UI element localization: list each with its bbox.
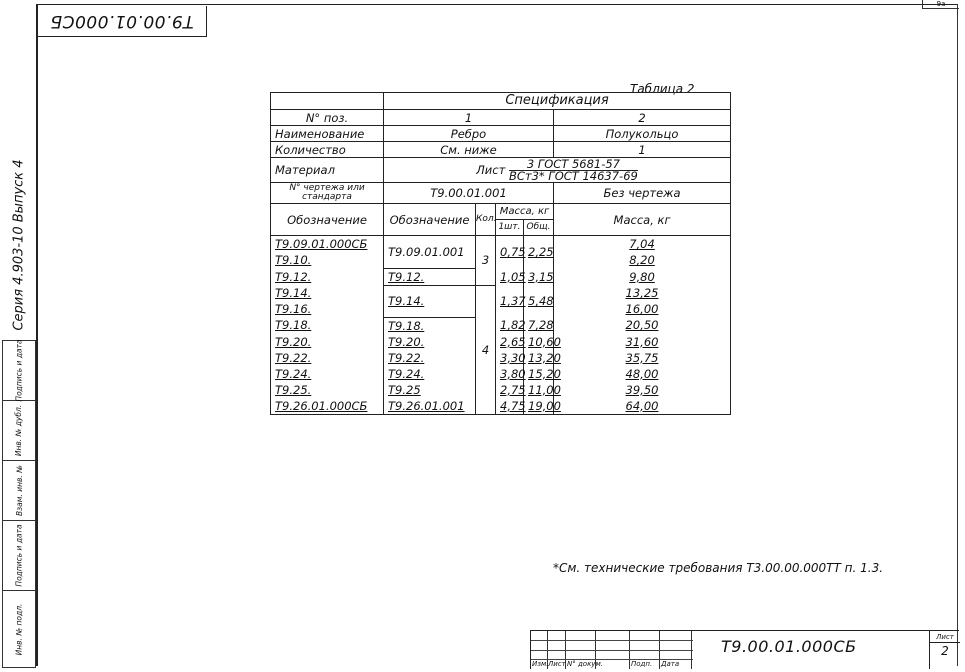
specification-table: [270, 92, 731, 415]
series-label: Серия 4.903-10 Выпуск 4: [11, 159, 27, 331]
row-position: N° поз. 1 2: [271, 110, 731, 126]
table-row: Т9.26.01.000СБ Т9.26.01.001 4,75 19,00 64,00: [271, 398, 731, 415]
sheet-label: Лист: [930, 632, 960, 643]
table-row: Т9.14. Т9.14. 4 1,37 5,48 13,25: [271, 285, 731, 301]
strip-cell: Инв. № подл.: [14, 603, 24, 656]
table-row: Т9.20. Т9.20. 2,65 10,60 31,60: [271, 334, 731, 350]
spec-title-row: [271, 93, 731, 110]
row-quantity: Количество См. ниже 1: [271, 142, 731, 158]
material-fraction: $\frac{\text{3 ГОСТ 5681-57}}{\text{ВСт3* ГОСТ 14637-69}}$: [508, 156, 638, 183]
table-row: Т9.25. Т9.25 2,75 11,00 39,50: [271, 382, 731, 398]
row-material: Материал Лист $\frac{\text{3 ГОСТ 5681-57}}{\text{ВСт3* ГОСТ 14637-69}}$: [271, 158, 731, 183]
top-stamp: [38, 6, 207, 37]
left-signature-strip: [2, 340, 36, 668]
table-caption: Таблица 2: [630, 82, 695, 96]
table-row: Т9.16. 16,00: [271, 301, 731, 317]
row-name: Наименование Ребро Полукольцо: [271, 126, 731, 142]
document-designation: Т9.00.01.000СБ: [721, 637, 857, 656]
row-column-headers: Обозначение Обозначение Кол. Масса, кг Масса, кг: [271, 204, 731, 220]
strip-cell: Подпись и дата: [3, 341, 35, 401]
table-row: Т9.22. Т9.22. 3,30 13,20 35,75: [271, 350, 731, 366]
table-row: Т9.12. Т9.12. 1,05 3,15 9,80: [271, 268, 731, 285]
strip-cell: Подпись и дата: [3, 521, 35, 591]
sheet-number-box: [929, 631, 960, 669]
row-drawing: N° чертежа или стандарта Т9.00.01.001 Без чертежа: [271, 183, 731, 204]
table-row: Т9.09.01.000СБ Т9.09.01.001 3 0,75 2,25 7,04: [271, 236, 731, 253]
technical-note: *См. технические требования Т3.00.00.000ТТ п. 1.3.: [553, 561, 884, 575]
row-subheaders: 1шт. Общ.: [271, 220, 731, 236]
table-row: Т9.18. Т9.18. 1,82 7,28 20,50: [271, 317, 731, 334]
strip-cell: Взам. инв. №: [3, 461, 35, 521]
corner-sheet-label: 9а: [922, 0, 959, 9]
title-block: Изм. Лист N° докум. Подп. Дата Т9.00.01.000СБ Лист 2: [530, 630, 959, 669]
table-row: Т9.10. 8,20: [271, 252, 731, 268]
strip-cell: Инв. № дубл.: [3, 401, 35, 461]
table-row: Т9.24. Т9.24. 3,80 15,20 48,00: [271, 366, 731, 382]
spec-title: Спецификация: [384, 93, 731, 110]
sheet-number: 2: [941, 644, 949, 658]
top-stamp-text: Т9.00.01.000СБ: [50, 11, 194, 31]
material-cell: Лист $\frac{\text{3 ГОСТ 5681-57}}{\text{ВСт3* ГОСТ 14637-69}}$: [384, 158, 731, 183]
